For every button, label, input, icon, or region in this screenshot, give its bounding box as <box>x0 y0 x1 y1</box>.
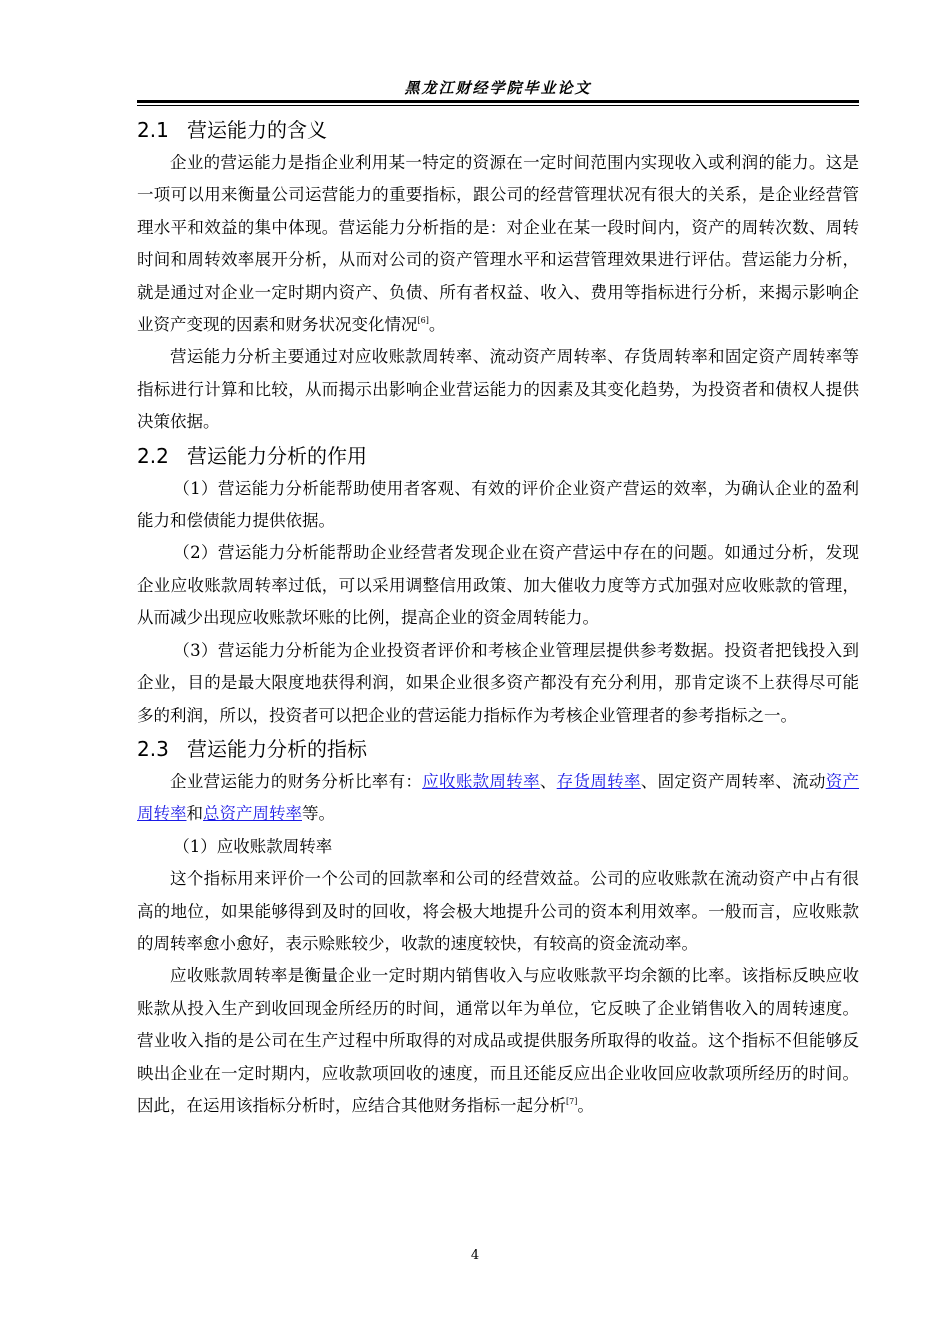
section-number: 2.1 <box>137 118 169 142</box>
header-rule-thin <box>137 105 859 106</box>
page-number: 4 <box>470 1248 480 1263</box>
paragraph-text: 和 <box>186 804 203 824</box>
link-total-asset-turnover[interactable]: 总资产周转率 <box>203 804 302 824</box>
section-title: 营运能力分析的作用 <box>187 443 367 468</box>
citation-ref[interactable]: [6] <box>417 316 429 326</box>
subheading: （1）应收账款周转率 <box>173 836 333 856</box>
link-inventory-turnover[interactable]: 存货周转率 <box>556 771 641 791</box>
document-body <box>137 113 859 1122</box>
link-asset-turnover[interactable]: 资产周转率 <box>137 771 859 824</box>
section-title: 营运能力的含义 <box>187 118 327 142</box>
paragraph-text: 企业营运能力的财务分析比率有： <box>170 771 423 791</box>
paragraph-text: 企业的营运能力是指企业利用某一特定的资源在一定时间范围内实现收入或利润的能力。这是一项可以用来衡量公司运营能力的重要指标，跟公司的经营管理状况有很大的关系，是企业经营管理水平和效益的集中体现。营运能力分析指的是：对企业在某一段时间内，资产的周转次数、周转时间和周转效率展开分析，从而对公司的资产管理水平和运营管理效果进行评估。营运能力分析，就是通过对企业一定时期内资产、负债、所有者权益、收入、费用等指标进行分析，来揭示影响企业资产变现的因素和财务状况变化情况 <box>137 153 859 335</box>
link-receivables-turnover[interactable]: 应收账款周转率 <box>422 771 540 791</box>
section-heading-2-1 <box>137 113 859 147</box>
paragraph: 这个指标用来评价一个公司的回款率和公司的经营效益。公司的应收账款在流动资产中占有很高的地位，如果能够得到及时的回收，将会极大地提升公司的资本利用效率。一般而言，应收账款的周转率愈小愈好，表示赊账较少，收款的速度较快，有较高的资金流动率。 <box>137 869 859 953</box>
paragraph-end: 等。 <box>302 804 335 824</box>
paragraph: （3）营运能力分析能为企业投资者评价和考核企业管理层提供参考数据。投资者把钱投入到企业，目的是最大限度地获得利润，如果企业很多资产都没有充分利用，那肯定谈不上获得尽可能多的利润，所以，投资者可以把企业的营运能力指标作为考核企业管理者的参考指标之一。 <box>137 640 859 725</box>
paragraph: （1）营运能力分析能帮助使用者客观、有效的评价企业资产营运的效率，为确认企业的盈利能力和偿债能力提供依据。 <box>137 478 859 531</box>
paragraph: （2）营运能力分析能帮助企业经营者发现企业在资产营运中存在的问题。如通过分析，发现企业应收账款周转率过低，可以采用调整信用政策、加大催收力度等方式加强对应收账款的管理，从而减少出现应收账款坏账的比例，提高企业的资金周转能力。 <box>137 543 859 628</box>
citation-ref[interactable]: [7] <box>566 1096 578 1106</box>
paragraph <box>137 147 859 341</box>
section-title: 营运能力分析的指标 <box>187 736 367 761</box>
separator: 、 <box>539 771 557 791</box>
section-number: 2.2 <box>137 443 169 468</box>
section-heading-2-2 <box>137 439 859 473</box>
paragraph: 营运能力分析主要通过对应收账款周转率、流动资产周转率、存货周转率和固定资产周转率等指标进行计算和比较，从而揭示出影响企业营运能力的因素及其变化趋势，为投资者和债权人提供决策依据。 <box>137 347 859 432</box>
page-header-title: 黑龙江财经学院毕业论文 <box>404 79 592 97</box>
paragraph-text: 应收账款周转率是衡量企业一定时期内销售收入与应收账款平均余额的比率。该指标反映应收账款从投入生产到收回现金所经历的时间，通常以年为单位，它反映了企业销售收入的周转速度。营业收入指的是公司在生产过程中所取得的对成品或提供服务所取得的收益。这个指标不但能够反映出企业在一定时期内，应收款项回收的速度，而且还能反应出企业收回应收款项所经历的时间。因此，在运用该指标分析时，应结合其他财务指标一起分析 <box>137 966 859 1115</box>
paragraph <box>137 766 859 831</box>
section-number: 2.3 <box>137 736 169 761</box>
section-heading-2-3 <box>137 732 859 766</box>
paragraph-text: 、固定资产周转率、流动 <box>640 771 826 791</box>
paragraph-end: 。 <box>428 315 446 335</box>
paragraph <box>137 960 859 1122</box>
paragraph-end: 。 <box>577 1095 594 1115</box>
header-rule-thick <box>137 100 859 103</box>
